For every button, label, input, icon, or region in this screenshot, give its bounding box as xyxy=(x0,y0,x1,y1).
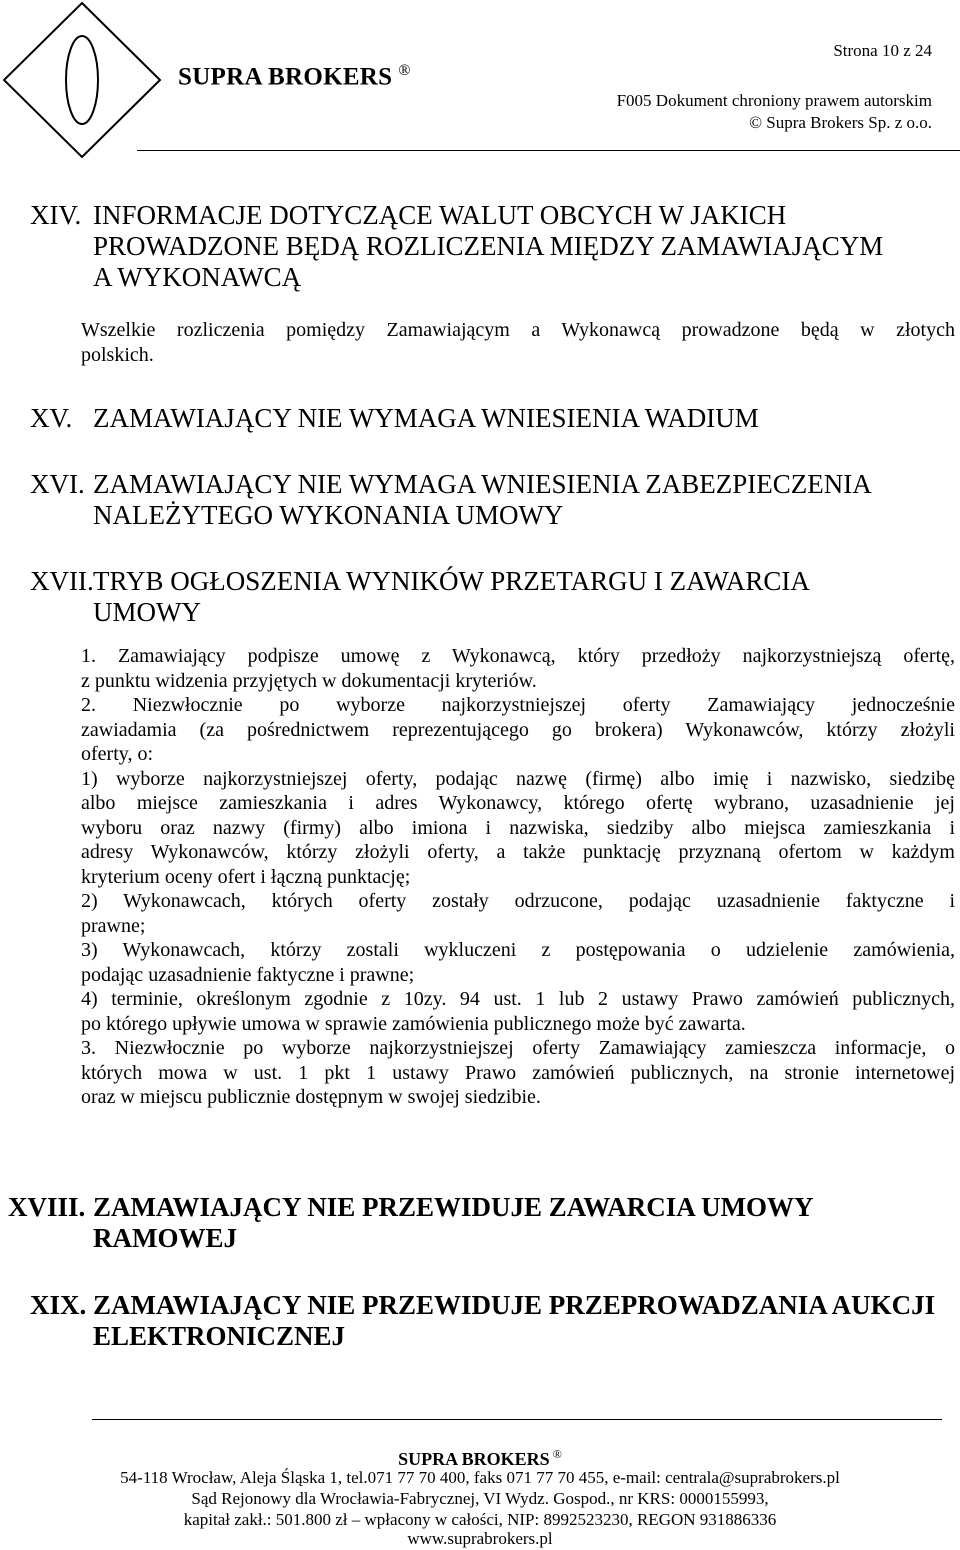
section-15-number: XV. xyxy=(30,403,73,433)
footer-address: 54-118 Wrocław, Aleja Śląska 1, tel.071 77 70 400, faks 071 77 70 455, e-mail: centrala@suprabrokers.pl xyxy=(120,1468,840,1487)
section-16-title: ZAMAWIAJĄCY NIE WYMAGA WNIESIENIA ZABEZPIECZENIA NALEŻYTEGO WYKONANIA UMOWY xyxy=(93,469,872,530)
page-number: Strona 10 z 24 xyxy=(833,41,932,60)
copyright-owner: © Supra Brokers Sp. z o.o. xyxy=(749,113,932,132)
section-14-body: Wszelkie rozliczenia pomiędzy Zamawiającym a Wykonawcą prowadzone będą w złotych polskich. xyxy=(81,319,955,366)
supra-brokers-logo-icon xyxy=(0,0,175,165)
section-15-title: ZAMAWIAJĄCY NIE WYMAGA WNIESIENIA WADIUM xyxy=(93,403,759,433)
section-17-number: XVII. xyxy=(30,566,94,596)
section-17-body: 1. Zamawiający podpisze umowę z Wykonawcą, który przedłoży najkorzystniejszą ofertę, z punktu widzenia przyjętych w dokumentacji kryteriów. 2. Niezwłocznie po wyborze najkorzystniejszej oferty Zamawiający jednocześnie zawiadamia (za pośrednictwem reprezentującego go brokera) Wykonawców, którzy złożyli oferty, o: 1) wyborze najkorzystniejszej oferty, podając nazwę (firmę) albo imię i nazwisko, siedzibę albo miejsce zamieszkania i adres Wykonawcy, którego ofertę wybrano, uzasadnienie jej wyboru oraz nazwy (firmy) albo imiona i nazwiska, siedziby albo miejsca zamieszkania i adresy Wykonawców, którzy złożyli oferty, a także punktację przyznaną ofertom w każdym kryterium oceny ofert i łączną punktację; 2) Wykonawcach, których oferty zostały odrzucone, podając uzasadnienie faktyczne i prawne; 3) Wykonawcach, którzy zostali wykluczeni z postępowania o udzielenie zamówienia, podając uzasadnienie faktyczne i prawne; 4) terminie, określonym zgodnie z 10zy. 94 ust. 1 lub 2 ustawy Prawo zamówień publicznych, po którego upływie umowa w sprawie zamówienia publicznego może być zawarta. 3. Niezwłocznie po wyborze najkorzystniejszej oferty Zamawiający zamieszcza informacje, o których mowa w ust. 1 pkt 1 ustawy Prawo zamówień publicznych, na stronie internetowej oraz w miejscu publicznie dostępnym w swojej siedzibie. xyxy=(81,645,955,1108)
header-rule xyxy=(137,150,960,151)
footer-rule xyxy=(92,1419,942,1420)
section-14-number: XIV. xyxy=(30,200,82,230)
section-16-number: XVI. xyxy=(30,469,85,499)
copyright-notice: F005 Dokument chroniony prawem autorskim xyxy=(616,91,932,110)
footer-brand: SUPRA BROKERS ® xyxy=(398,1447,562,1469)
footer-court-registration: Sąd Rejonowy dla Wrocławia-Fabrycznej, VI Wydz. Gospod., nr KRS: 0000155993, xyxy=(191,1489,769,1508)
section-17-title: TRYB OGŁOSZENIA WYNIKÓW PRZETARGU I ZAWARCIA UMOWY xyxy=(93,566,810,627)
header-brand: SUPRA BROKERS ® xyxy=(178,62,411,91)
section-18-number: XVIII. xyxy=(8,1192,86,1222)
section-18-title: ZAMAWIAJĄCY NIE PRZEWIDUJE ZAWARCIA UMOWY RAMOWEJ xyxy=(93,1192,814,1253)
footer-capital: kapitał zakł.: 501.800 zł – wpłacony w całości, NIP: 8992523230, REGON 931886336 xyxy=(183,1510,777,1529)
section-19-number: XIX. xyxy=(30,1290,87,1320)
section-14-title: INFORMACJE DOTYCZĄCE WALUT OBCYCH W JAKICH PROWADZONE BĘDĄ ROZLICZENIA MIĘDZY ZAMAWIAJĄCYM A WYKONAWCĄ xyxy=(93,200,884,292)
footer-website-link[interactable]: www.suprabrokers.pl xyxy=(407,1529,553,1548)
section-19-title: ZAMAWIAJĄCY NIE PRZEWIDUJE PRZEPROWADZANIA AUKCJI ELEKTRONICZNEJ xyxy=(93,1290,936,1351)
